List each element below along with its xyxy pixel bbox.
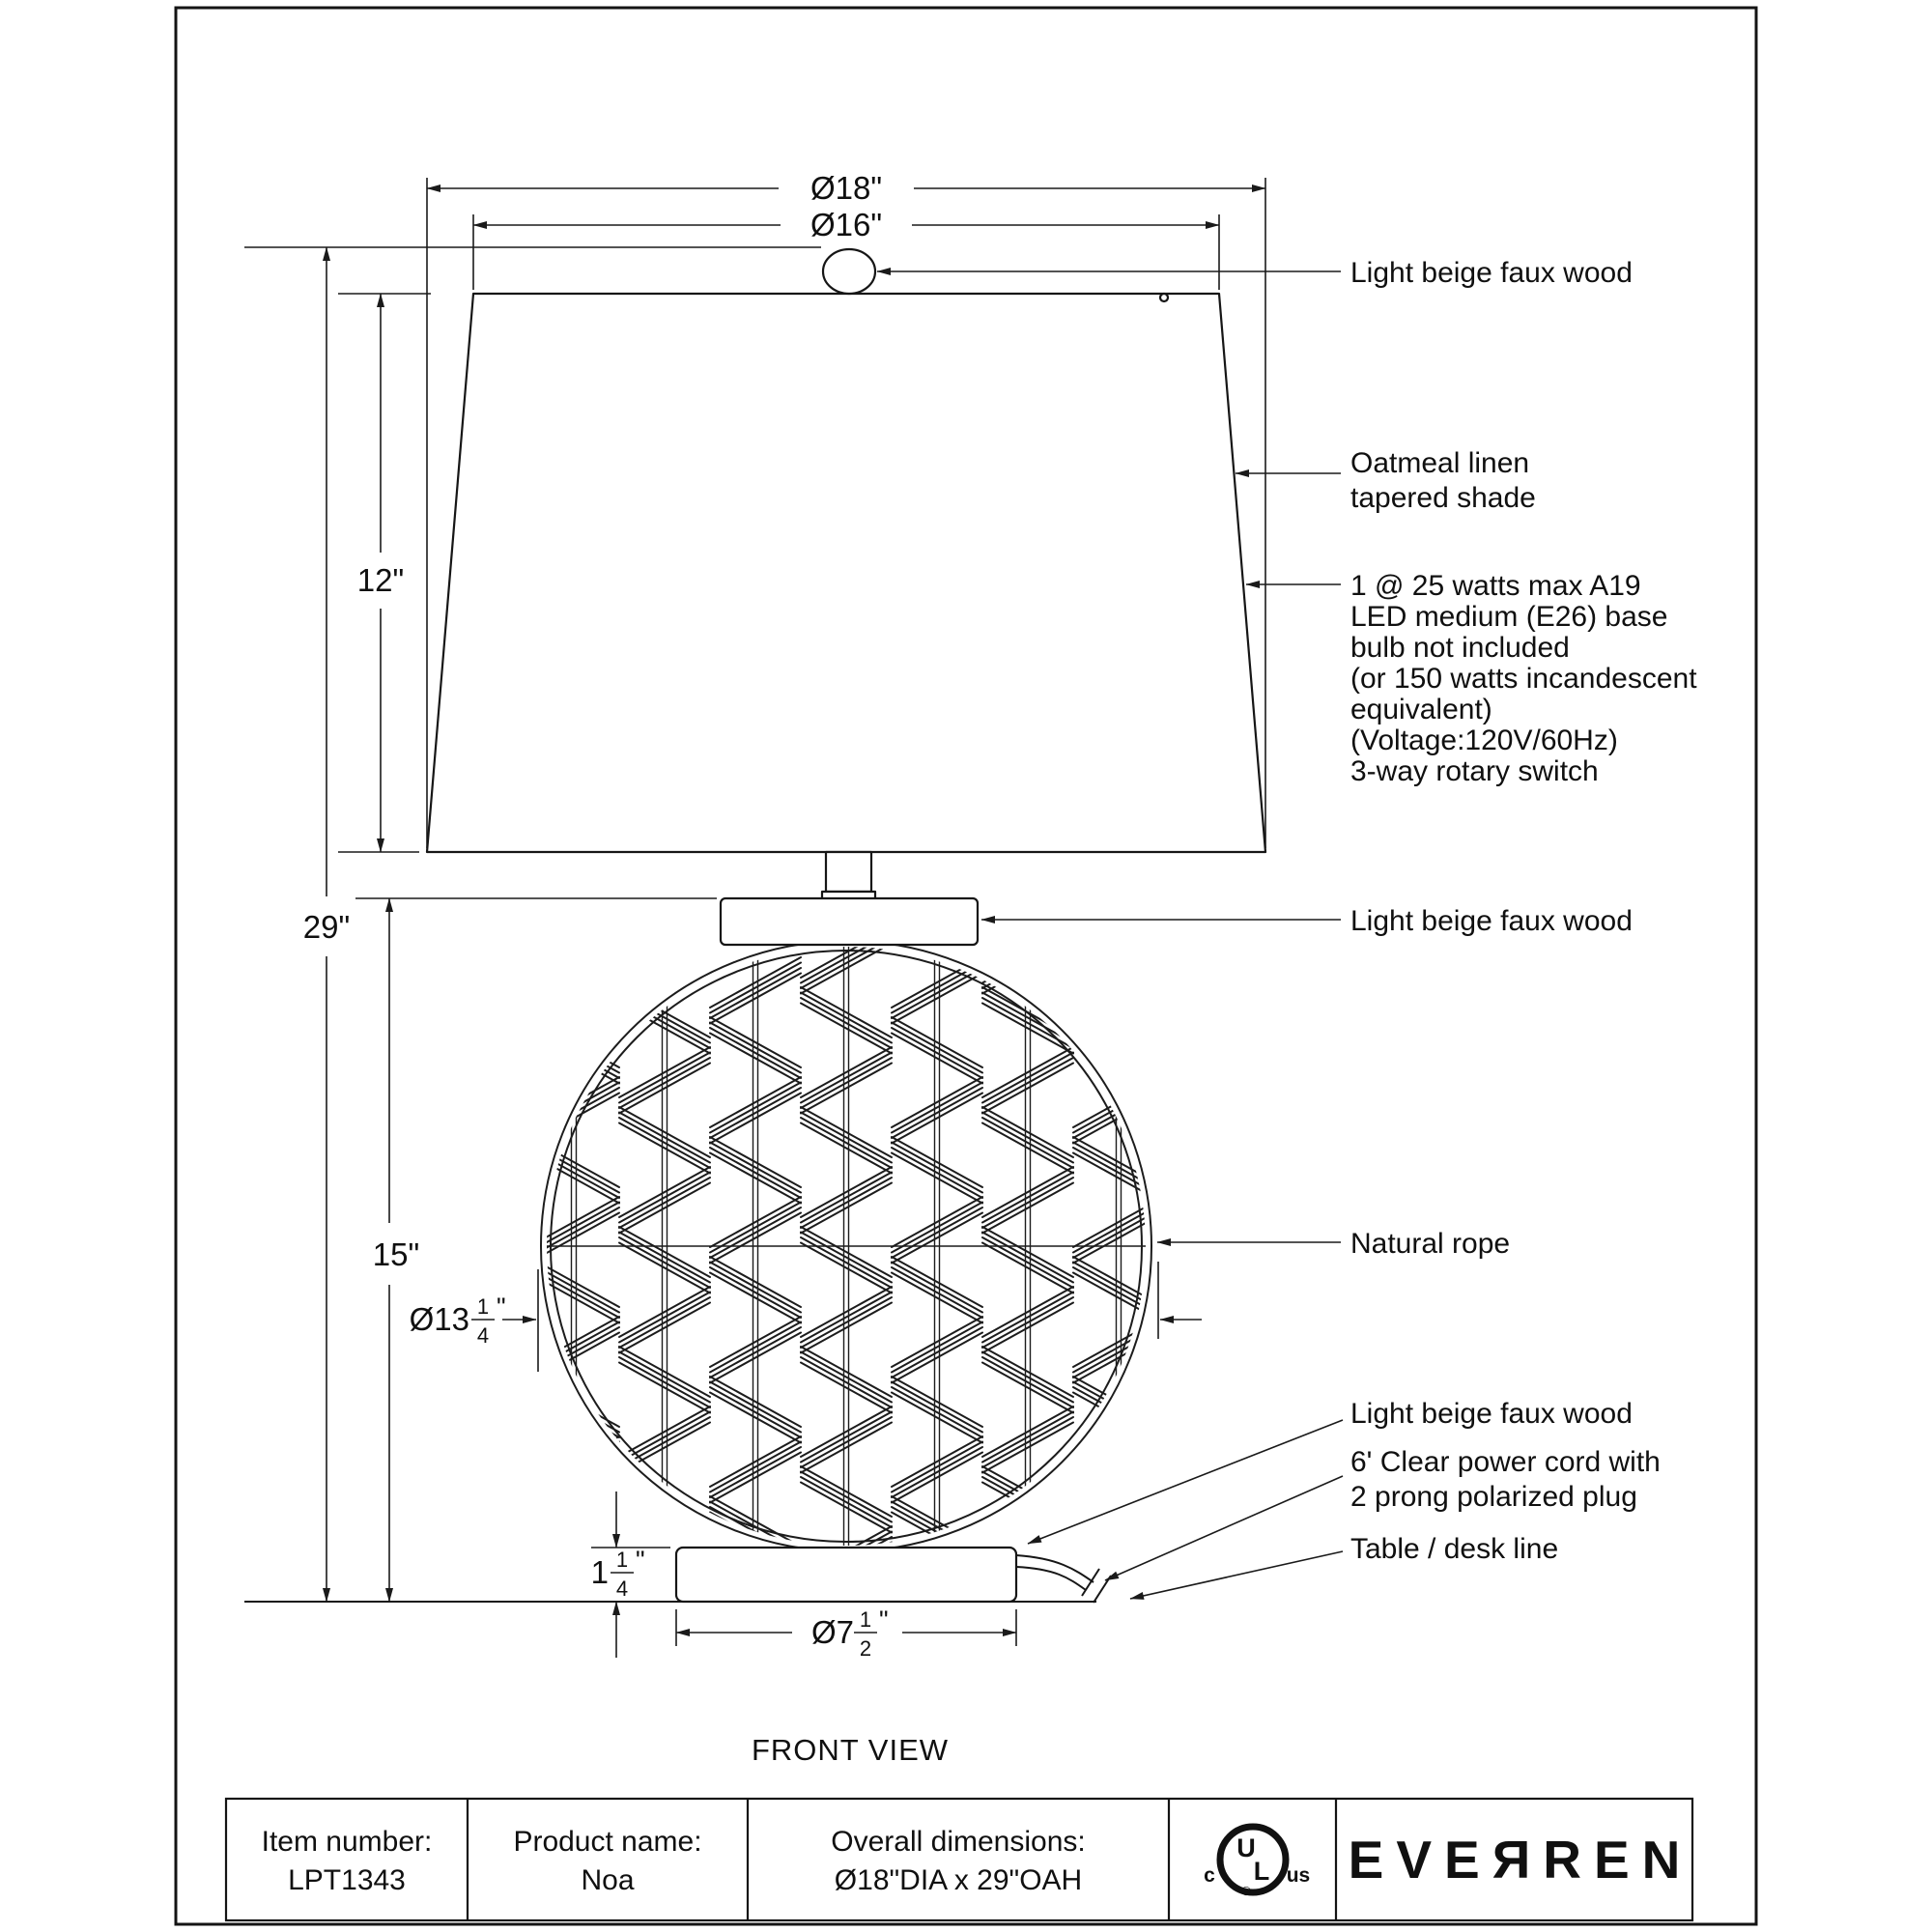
rope-body	[528, 927, 1164, 1623]
annotation-bulb-3: bulb not included	[1350, 632, 1570, 664]
annotation-shade-1: Oatmeal linen	[1350, 447, 1530, 479]
svg-text:1: 1	[590, 1554, 609, 1590]
svg-text:": "	[497, 1293, 506, 1321]
annotation-cord-2: 2 prong polarized plug	[1350, 1481, 1637, 1513]
lamp-neck	[826, 852, 871, 892]
annotation-bulb-6: (Voltage:120V/60Hz)	[1350, 724, 1618, 756]
lamp-outline	[427, 249, 1265, 1603]
lamp-shade	[427, 294, 1265, 852]
svg-text:us: us	[1286, 1864, 1311, 1887]
product-name-label: Product name:	[513, 1826, 702, 1858]
dim-shade-height: 12"	[356, 562, 405, 598]
cord-break	[1082, 1569, 1099, 1596]
dim-shade-bottom-dia: Ø18"	[810, 170, 883, 206]
svg-text:U: U	[1236, 1833, 1256, 1862]
svg-text:c: c	[1204, 1864, 1215, 1887]
dim-body-dia	[410, 1293, 506, 1348]
item-number-label: Item number:	[261, 1826, 433, 1858]
svg-text:1: 1	[615, 1548, 629, 1572]
power-cord	[1016, 1555, 1094, 1582]
annotations	[1350, 257, 1697, 1565]
finial-ball	[823, 249, 875, 294]
svg-text:Ø7: Ø7	[810, 1614, 854, 1650]
svg-text:®: ®	[1241, 1884, 1251, 1898]
svg-text:L: L	[1253, 1857, 1270, 1886]
annotation-table: Table / desk line	[1350, 1533, 1559, 1565]
svg-text:4: 4	[476, 1323, 490, 1348]
svg-text:": "	[879, 1605, 889, 1634]
annotation-bulb-1: 1 @ 25 watts max A19	[1350, 570, 1641, 602]
dim-body-height: 15"	[372, 1236, 420, 1272]
annotation-body: Natural rope	[1350, 1228, 1511, 1260]
annotation-shade-2: tapered shade	[1350, 482, 1536, 514]
lamp-base	[676, 1548, 1016, 1602]
annotation-bulb-4: (or 150 watts incandescent	[1350, 663, 1697, 695]
overall-dimensions-label: Overall dimensions:	[831, 1826, 1086, 1858]
view-label: FRONT VIEW	[751, 1733, 950, 1767]
dim-base-dia	[811, 1605, 889, 1661]
annotation-bulb-2: LED medium (E26) base	[1350, 601, 1668, 633]
overall-dimensions-value: Ø18"DIA x 29"OAH	[834, 1864, 1083, 1896]
dim-base-height	[591, 1546, 645, 1601]
brand-logo: EVEЯREN	[1348, 1830, 1693, 1889]
svg-text:Ø13: Ø13	[409, 1301, 469, 1337]
annotation-base: Light beige faux wood	[1350, 1398, 1633, 1430]
top-cap	[721, 898, 978, 945]
item-number-value: LPT1343	[288, 1864, 406, 1896]
shade-detail	[1160, 294, 1168, 301]
svg-text:1: 1	[476, 1294, 490, 1319]
dim-shade-top-dia: Ø16"	[810, 207, 883, 242]
svg-text:4: 4	[615, 1577, 629, 1601]
annotation-cap: Light beige faux wood	[1350, 905, 1633, 937]
svg-text:": "	[636, 1546, 645, 1575]
dim-overall-height: 29"	[302, 909, 351, 945]
annotation-finial: Light beige faux wood	[1350, 257, 1633, 289]
rope-weave-pattern	[528, 927, 1164, 1623]
annotation-bulb-5: equivalent)	[1350, 694, 1492, 725]
annotation-bulb-7: 3-way rotary switch	[1350, 755, 1599, 787]
footer-table	[226, 1799, 1692, 1920]
svg-text:1: 1	[859, 1607, 872, 1632]
product-name-value: Noa	[581, 1864, 635, 1896]
svg-text:2: 2	[859, 1636, 872, 1661]
annotation-cord-1: 6' Clear power cord with	[1350, 1446, 1661, 1478]
ul-certification-icon	[1204, 1827, 1310, 1898]
